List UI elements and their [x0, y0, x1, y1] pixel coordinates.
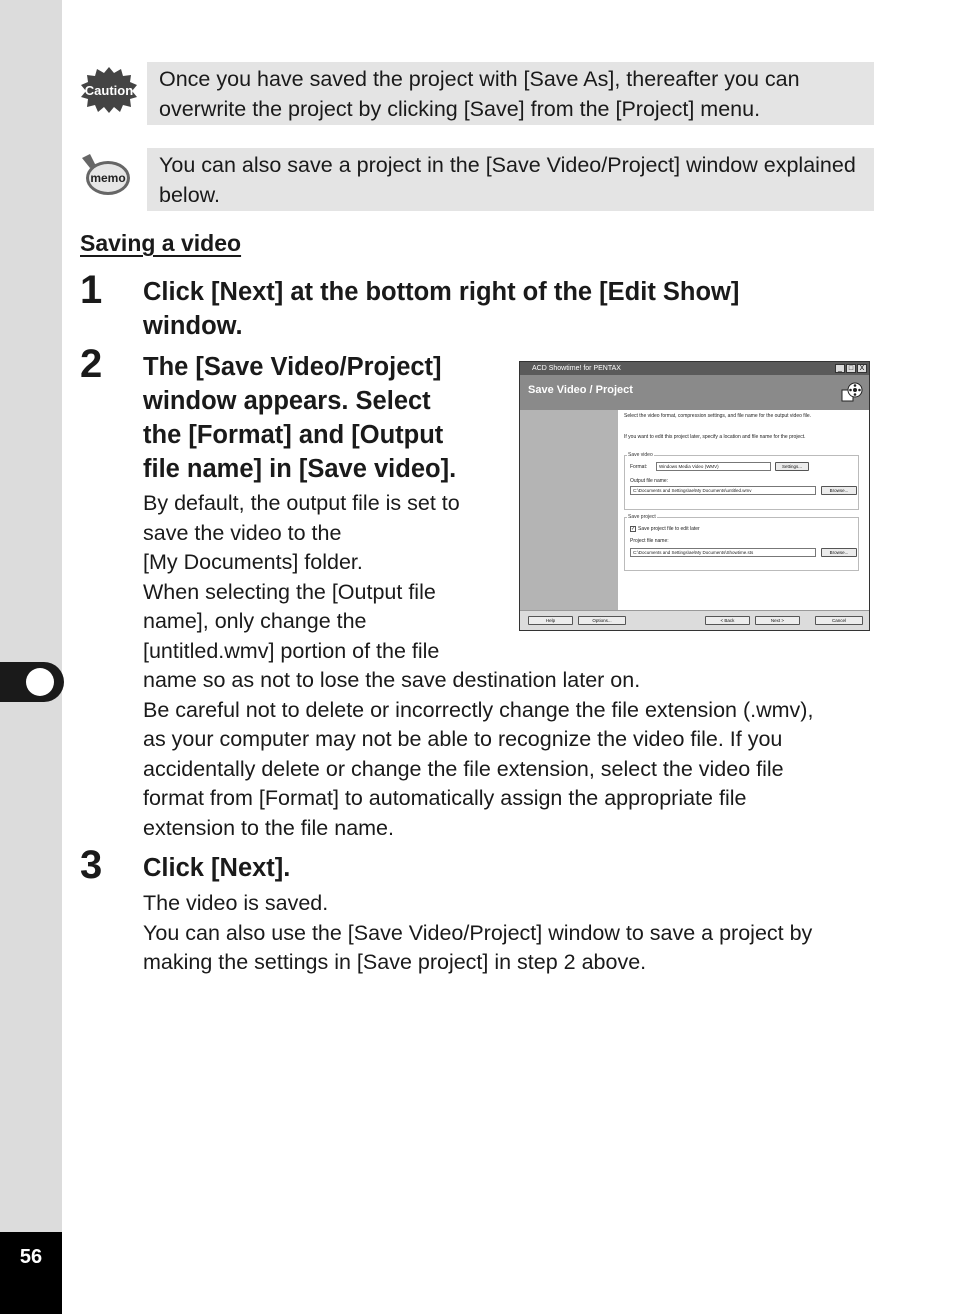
format-label: Format: — [630, 464, 648, 470]
step-1-title: Click [Next] at the bottom right of the [Edit Show] window. — [143, 278, 740, 340]
page-number: 56 — [19, 1246, 43, 1268]
body-line: You can also use the [Save Video/Project] window to save a project by — [143, 920, 813, 945]
memo-note: You can also save a project in the [Save Video/Project] window explained below. — [147, 148, 874, 211]
step-3-body — [143, 889, 883, 978]
browse-video-button[interactable]: Browse... — [821, 486, 857, 495]
screenshot-footer — [520, 610, 869, 630]
screenshot-titlebar: ACD Showtime! for PENTAX — [520, 362, 869, 375]
browse-project-button[interactable]: Browse... — [821, 548, 857, 557]
svg-text:memo: memo — [90, 171, 126, 185]
page-number-box — [0, 1232, 62, 1314]
screenshot-main-panel — [618, 410, 869, 610]
body-line: When selecting the [Output file — [143, 579, 436, 604]
save-video-group — [624, 452, 859, 510]
screenshot-left-panel — [520, 410, 618, 610]
save-project-checkbox-label: Save project file to edit later — [638, 526, 700, 532]
save-project-label: Save project — [628, 514, 656, 520]
body-line: By default, the output file is set to — [143, 491, 460, 515]
film-reel-icon — [841, 381, 863, 403]
side-strip — [0, 0, 62, 1314]
step-3-title: Click [Next]. — [143, 854, 291, 882]
project-file-input[interactable]: C:\Documents and Settings\ae\My Documents\Showtime.sts — [630, 548, 816, 557]
caution-note: Once you have saved the project with [Save As], thereafter you can overwrite the project by clicking [Save] from the [Project] menu. — [147, 62, 874, 125]
format-select[interactable] — [656, 462, 771, 471]
back-button[interactable]: < Back — [705, 616, 750, 625]
settings-button[interactable]: Settings... — [775, 462, 809, 471]
body-line: name so as not to lose the save destination later on. — [143, 668, 641, 692]
body-line: extension to the file name. — [143, 815, 394, 840]
body-line: Be careful not to delete or incorrectly change the file extension (.wmv), — [143, 697, 814, 722]
memo-icon — [80, 152, 132, 198]
step-2-number: 2 — [80, 342, 103, 386]
output-file-input[interactable]: C:\Documents and Settings\ae\My Documents\untitled.wmv — [630, 486, 816, 495]
body-line: save the video to the — [143, 520, 342, 545]
body-line: making the settings in [Save project] in step 2 above. — [143, 950, 647, 974]
maximize-button[interactable]: □ — [846, 364, 856, 373]
body-line: [untitled.wmv] portion of the file — [143, 638, 440, 663]
caution-icon — [80, 66, 138, 114]
chapter-dot — [26, 668, 54, 696]
step-3-number: 3 — [80, 843, 103, 887]
window-buttons — [835, 364, 867, 373]
intro-line-1: Select the video format, compression settings, and file name for the output video file. — [624, 413, 812, 419]
svg-text:Caution: Caution — [84, 83, 134, 98]
options-button[interactable]: Options... — [578, 616, 626, 625]
body-line: format from [Format] to automatically assign the appropriate file — [143, 786, 747, 810]
intro-line-2: If you want to edit this project later, specify a location and file name for the project. — [624, 434, 806, 440]
screenshot-header — [520, 375, 869, 410]
step-2-title-line: window appears. Select — [143, 387, 431, 415]
save-video-project-screenshot — [519, 361, 870, 631]
step-2-title-line: file name] in [Save video]. — [143, 455, 457, 483]
next-button[interactable]: Next > — [755, 616, 800, 625]
screenshot-header-title: Save Video / Project — [528, 384, 633, 396]
minimize-button[interactable]: _ — [835, 364, 845, 373]
project-file-label: Project file name: — [630, 538, 669, 544]
help-button[interactable]: Help — [528, 616, 573, 625]
body-line: accidentally delete or change the file extension, select the video file — [143, 756, 784, 781]
step-2-title-line: The [Save Video/Project] — [143, 353, 442, 381]
body-line: as your computer may not be able to recognize the video file. If you — [143, 727, 783, 751]
output-file-label: Output file name: — [630, 478, 669, 484]
save-project-checkbox[interactable]: ✓ — [631, 526, 636, 532]
save-video-label: Save video — [628, 452, 653, 458]
save-project-group — [624, 514, 859, 571]
step-2-title — [143, 350, 513, 486]
close-button[interactable]: X — [857, 364, 867, 373]
body-line: name], only change the — [143, 609, 367, 633]
step-1-number: 1 — [80, 268, 103, 312]
body-line: The video is saved. — [143, 891, 329, 915]
format-value: Windows Media Video (WMV) — [659, 464, 719, 469]
section-title: Saving a video — [80, 230, 242, 256]
body-line: [My Documents] folder. — [143, 550, 363, 574]
cancel-button[interactable]: Cancel — [815, 616, 863, 625]
chapter-tab — [0, 662, 64, 702]
step-2-title-line: the [Format] and [Output — [143, 421, 444, 449]
